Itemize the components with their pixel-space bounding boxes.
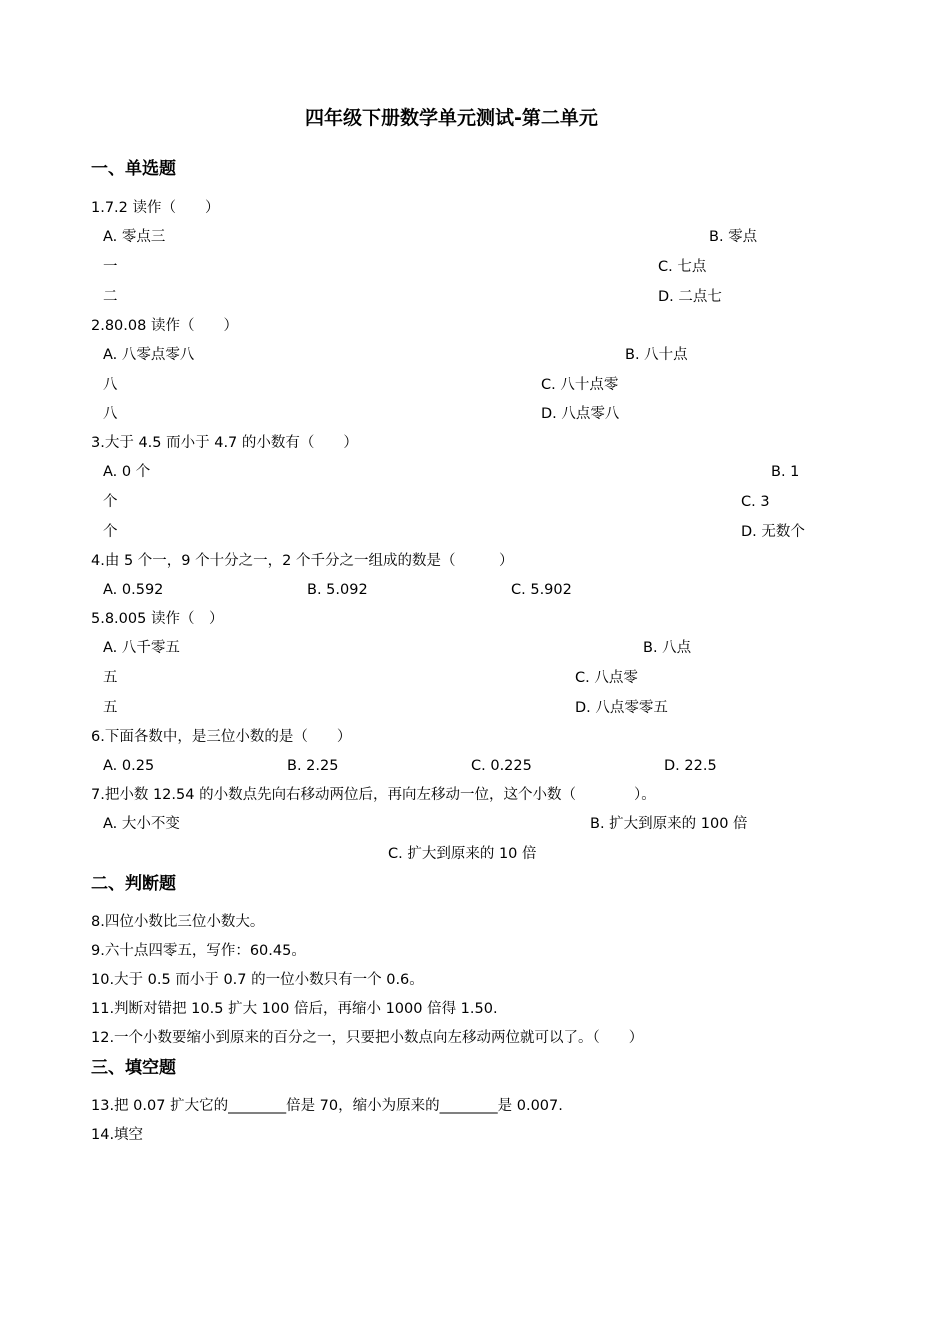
question-6-option-a: A. 0.25 (103, 758, 155, 774)
question-5-option-b: B. 八点 (643, 640, 692, 656)
question-2-option-d: D. 八点零八 (541, 406, 620, 422)
question-3-option-b: B. 1 (771, 464, 800, 480)
section-heading-single-choice: 一、单选题 (91, 159, 176, 179)
judge-question: 8.四位小数比三位小数大。 (91, 914, 265, 930)
question-7-option-b: B. 扩大到原来的 100 倍 (590, 816, 748, 832)
question-2-option-a-wrap: 八 (103, 406, 118, 422)
fill-question: 14.填空 (91, 1127, 144, 1143)
question-1-option-a-wrap: 一 (103, 259, 118, 275)
judge-question: 9.六十点四零五，写作：60.45。 (91, 943, 306, 959)
section-heading-true-false: 二、判断题 (91, 874, 176, 894)
question-2-option-a: A. 八零点零八 (103, 347, 195, 363)
question-4-option-a: A. 0.592 (103, 582, 164, 598)
question-4-option-b: B. 5.092 (307, 582, 368, 598)
question-3-option-a-wrap: 个 (103, 524, 118, 540)
question-7-stem: 7.把小数 12.54 的小数点先向右移动两位后，再向左移动一位，这个小数（ ）。 (91, 787, 656, 803)
question-4-option-c: C. 5.902 (511, 582, 572, 598)
question-1-option-a-wrap: 二 (103, 289, 118, 305)
question-5-option-d: D. 八点零零五 (575, 700, 668, 716)
question-5-option-a-wrap: 五 (103, 700, 118, 716)
question-5-stem: 5.8.005 读作（ ） (91, 611, 224, 627)
question-3-option-a-wrap: 个 (103, 494, 118, 510)
question-2-option-b: B. 八十点 (625, 347, 688, 363)
question-3-stem: 3.大于 4.5 而小于 4.7 的小数有（ ） (91, 435, 358, 451)
question-1-option-d: D. 二点七 (658, 289, 722, 305)
question-7-option-a: A. 大小不变 (103, 816, 180, 832)
question-3-option-a: A. 0 个 (103, 464, 151, 480)
question-5-option-a-wrap: 五 (103, 670, 118, 686)
question-6-stem: 6.下面各数中，是三位小数的是（ ） (91, 729, 352, 745)
question-6-option-c: C. 0.225 (471, 758, 532, 774)
question-6-option-b: B. 2.25 (287, 758, 339, 774)
judge-question: 11.判断对错把 10.5 扩大 100 倍后，再缩小 1000 倍得 1.50. (91, 1001, 498, 1017)
question-4-stem: 4.由 5 个一，9 个十分之一，2 个千分之一组成的数是（ ） (91, 553, 514, 569)
question-3-option-d: D. 无数个 (741, 524, 805, 540)
page-title: 四年级下册数学单元测试-第二单元 (305, 107, 598, 129)
section-heading-fill-blank: 三、填空题 (91, 1058, 176, 1078)
question-3-option-c: C. 3 (741, 494, 770, 510)
fill-question: 13.把 0.07 扩大它的________倍是 70，缩小为原来的________是 0.007. (91, 1098, 563, 1114)
question-5-option-c: C. 八点零 (575, 670, 638, 686)
question-6-option-d: D. 22.5 (664, 758, 717, 774)
question-5-option-a: A. 八千零五 (103, 640, 180, 656)
question-1-option-c: C. 七点 (658, 259, 707, 275)
question-2-stem: 2.80.08 读作（ ） (91, 318, 238, 334)
question-1-stem: 1.7.2 读作（ ） (91, 200, 220, 216)
question-1-option-b: B. 零点 (709, 229, 758, 245)
question-2-option-a-wrap: 八 (103, 377, 118, 393)
judge-question: 12.一个小数要缩小到原来的百分之一，只要把小数点向左移动两位就可以了。（ ） (91, 1030, 644, 1046)
question-1-option-a: A. 零点三 (103, 229, 166, 245)
question-2-option-c: C. 八十点零 (541, 377, 619, 393)
question-7-option-c: C. 扩大到原来的 10 倍 (388, 846, 537, 862)
judge-question: 10.大于 0.5 而小于 0.7 的一位小数只有一个 0.6。 (91, 972, 424, 988)
